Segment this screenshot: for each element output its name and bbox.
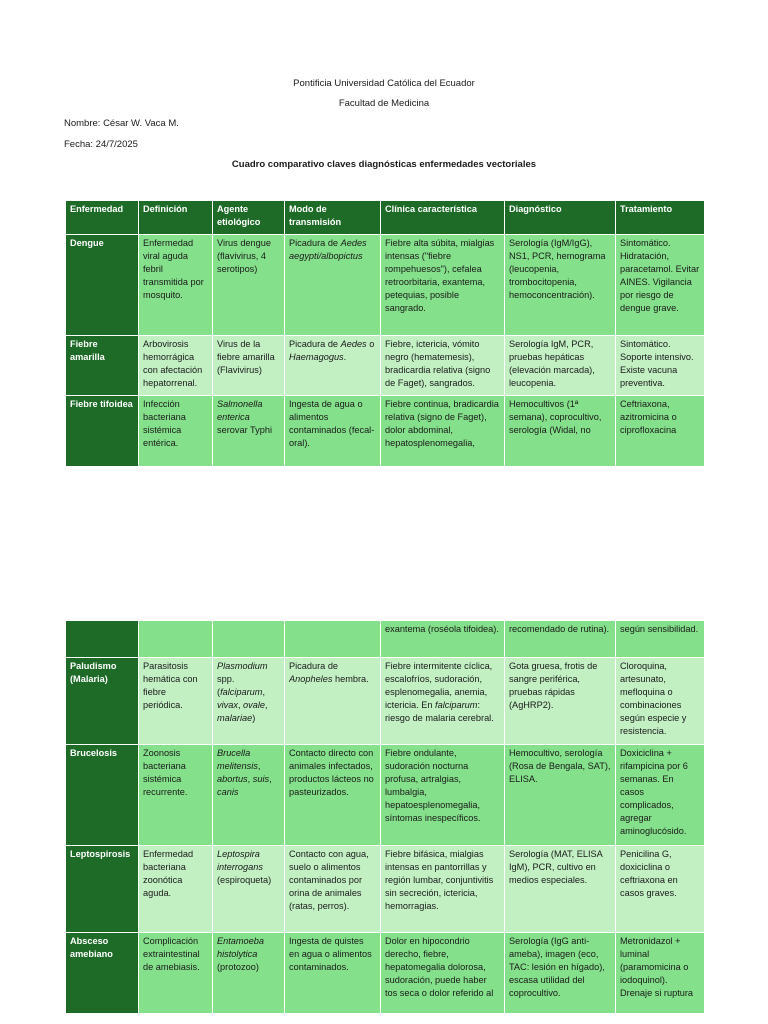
cell-diagnosis: Serología IgM, PCR, pruebas hepáticas (elevación marcada), leucopenia. bbox=[505, 336, 616, 396]
cell-clinic: exantema (roséola tifoidea). bbox=[381, 621, 505, 658]
cell-diagnosis: Gota gruesa, frotis de sangre periférica, pruebas rápidas (AgHRP2). bbox=[505, 658, 616, 745]
cell-treatment: Sintomático. Soporte intensivo. Existe vacuna preventiva. bbox=[616, 336, 705, 396]
cell-definition: Infección bacteriana sistémica entérica. bbox=[139, 396, 213, 467]
cell-transmission: Ingesta de quistes en agua o alimentos contaminados. bbox=[285, 933, 381, 1014]
cell-transmission: Picadura de Aedes o Haemagogus. bbox=[285, 336, 381, 396]
student-name: Nombre: César W. Vaca M. bbox=[64, 118, 179, 129]
cell-treatment: Sintomático. Hidratación, paracetamol. Evitar AINES. Vigilancia por riesgo de dengue grave. bbox=[616, 235, 705, 336]
cell-definition: Enfermedad bacteriana zoonótica aguda. bbox=[139, 846, 213, 933]
cell-agent: Salmonella enterica serovar Typhi bbox=[213, 396, 285, 467]
column-header-disease: Enfermedad bbox=[66, 201, 139, 235]
cell-disease: Paludismo (Malaria) bbox=[66, 658, 139, 745]
cell-diagnosis: Serología (IgM/IgG), NS1, PCR, hemograma (leucopenia, trombocitopenia, hemoconcentración). bbox=[505, 235, 616, 336]
cell-diagnosis: Serología (IgG anti-ameba), imagen (eco, TAC: lesión en hígado), escasa utilidad del coprocultivo. bbox=[505, 933, 616, 1014]
university-name: Pontificia Universidad Católica del Ecuador bbox=[293, 78, 475, 89]
cell-transmission bbox=[285, 621, 381, 658]
cell-agent: Brucella melitensis, abortus, suis, canis bbox=[213, 745, 285, 846]
cell-agent bbox=[213, 621, 285, 658]
cell-clinic: Fiebre intermitente cíclica, escalofríos, sudoración, esplenomegalia, anemia, ictericia. En falciparum: riesgo de malaria cerebral. bbox=[381, 658, 505, 745]
cell-definition: Zoonosis bacteriana sistémica recurrente. bbox=[139, 745, 213, 846]
column-header-treatment: Tratamiento bbox=[616, 201, 705, 235]
cell-agent: Leptospira interrogans (espiroqueta) bbox=[213, 846, 285, 933]
cell-transmission: Picadura de Aedes aegypti/albopictus bbox=[285, 235, 381, 336]
cell-transmission: Picadura de Anopheles hembra. bbox=[285, 658, 381, 745]
cell-treatment: Doxiciclina + rifampicina por 6 semanas. En casos complicados, agregar aminoglucósido. bbox=[616, 745, 705, 846]
table-row bbox=[66, 933, 705, 1014]
table-row bbox=[66, 396, 705, 467]
cell-agent: Entamoeba histolytica (protozoo) bbox=[213, 933, 285, 1014]
cell-disease: Absceso amebiano bbox=[66, 933, 139, 1014]
cell-treatment: Ceftriaxona, azitromicina o ciprofloxacina bbox=[616, 396, 705, 467]
cell-diagnosis: Hemocultivos (1ª semana), coprocultivo, serología (Widal, no bbox=[505, 396, 616, 467]
cell-clinic: Fiebre continua, bradicardia relativa (signo de Faget), dolor abdominal, hepatosplenomegalia, bbox=[381, 396, 505, 467]
cell-disease: Brucelosis bbox=[66, 745, 139, 846]
comparison-table-page-1 bbox=[65, 200, 705, 467]
cell-definition: Arbovirosis hemorrágica con afectación hepatorrenal. bbox=[139, 336, 213, 396]
cell-clinic: Fiebre alta súbita, mialgias intensas ("fiebre rompehuesos"), cefalea retroorbitaria, exantema, petequias, posible sangrado. bbox=[381, 235, 505, 336]
table-row bbox=[66, 745, 705, 846]
table-row bbox=[66, 846, 705, 933]
cell-diagnosis: recomendado de rutina). bbox=[505, 621, 616, 658]
cell-clinic: Fiebre, ictericia, vómito negro (hematemesis), bradicardia relativa (signo de Faget), sangrados. bbox=[381, 336, 505, 396]
column-header-definition: Definición bbox=[139, 201, 213, 235]
cell-disease: Dengue bbox=[66, 235, 139, 336]
cell-agent: Plasmodium spp. (falciparum, vivax, ovale, malariae) bbox=[213, 658, 285, 745]
document-date: Fecha: 24/7/2025 bbox=[64, 139, 138, 150]
comparison-table-page-2 bbox=[65, 620, 705, 1014]
column-header-clinic: Clínica característica bbox=[381, 201, 505, 235]
cell-agent: Virus de la fiebre amarilla (Flavivirus) bbox=[213, 336, 285, 396]
cell-clinic: Dolor en hipocondrio derecho, fiebre, hepatomegalia dolorosa, sudoración, puede haber tos seca o dolor referido al bbox=[381, 933, 505, 1014]
cell-transmission: Ingesta de agua o alimentos contaminados (fecal-oral). bbox=[285, 396, 381, 467]
faculty-name: Facultad de Medicina bbox=[338, 98, 430, 109]
cell-definition bbox=[139, 621, 213, 658]
cell-treatment: Penicilina G, doxiciclina o ceftriaxona en casos graves. bbox=[616, 846, 705, 933]
cell-treatment: según sensibilidad. bbox=[616, 621, 705, 658]
cell-definition: Enfermedad viral aguda febril transmitida por mosquito. bbox=[139, 235, 213, 336]
column-header-diagnosis: Diagnóstico bbox=[505, 201, 616, 235]
column-header-transmission: Modo de transmisión bbox=[285, 201, 381, 235]
column-header-agent: Agente etiológico bbox=[213, 201, 285, 235]
cell-disease: Leptospirosis bbox=[66, 846, 139, 933]
cell-clinic: Fiebre ondulante, sudoración nocturna profusa, artralgias, lumbalgia, hepatoesplenomegalia, síntomas inespecíficos. bbox=[381, 745, 505, 846]
cell-disease bbox=[66, 621, 139, 658]
cell-transmission: Contacto directo con animales infectados, productos lácteos no pasteurizados. bbox=[285, 745, 381, 846]
cell-treatment: Cloroquina, artesunato, mefloquina o combinaciones según especie y resistencia. bbox=[616, 658, 705, 745]
cell-diagnosis: Serología (MAT, ELISA IgM), PCR, cultivo en medios especiales. bbox=[505, 846, 616, 933]
cell-agent: Virus dengue (flavivirus, 4 serotipos) bbox=[213, 235, 285, 336]
document-title: Cuadro comparativo claves diagnósticas enfermedades vectoriales bbox=[231, 159, 537, 170]
table-row bbox=[66, 621, 705, 658]
table-row bbox=[66, 658, 705, 745]
cell-diagnosis: Hemocultivo, serología (Rosa de Bengala, SAT), ELISA. bbox=[505, 745, 616, 846]
cell-disease: Fiebre amarilla bbox=[66, 336, 139, 396]
table-header-row bbox=[66, 201, 705, 235]
cell-treatment: Metronidazol + luminal (paramomicina o iodoquinol). Drenaje si ruptura bbox=[616, 933, 705, 1014]
cell-definition: Complicación extraintestinal de amebiasis. bbox=[139, 933, 213, 1014]
table-row bbox=[66, 235, 705, 336]
cell-disease: Fiebre tifoidea bbox=[66, 396, 139, 467]
cell-clinic: Fiebre bifásica, mialgias intensas en pantorrillas y región lumbar, conjuntivitis sin secreción, ictericia, hemorragias. bbox=[381, 846, 505, 933]
cell-definition: Parasitosis hemática con fiebre periódica. bbox=[139, 658, 213, 745]
cell-transmission: Contacto con agua, suelo o alimentos contaminados por orina de animales (ratas, perros). bbox=[285, 846, 381, 933]
table-row bbox=[66, 336, 705, 396]
